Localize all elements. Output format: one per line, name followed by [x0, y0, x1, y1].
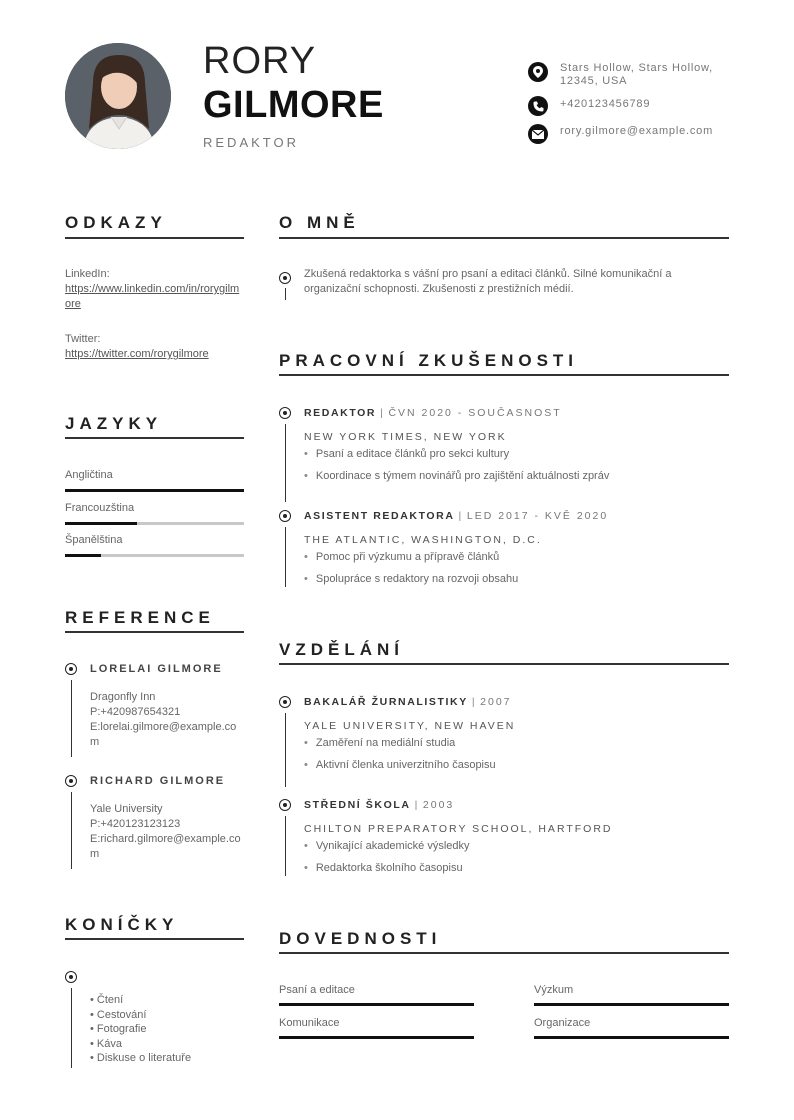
hobby-item: • Káva — [90, 1037, 122, 1050]
reference-phone: P:+420123123123 — [90, 818, 181, 830]
timeline-line — [285, 527, 286, 587]
skill-name: Organizace — [534, 1017, 591, 1029]
degree-heading: BAKALÁŘ ŽURNALISTIKY | 2007 — [304, 696, 512, 708]
reference-email: E:lorelai.gilmore@example.com — [90, 721, 237, 748]
skills-divider — [279, 952, 729, 954]
skill-name: Komunikace — [279, 1017, 340, 1029]
school-name: YALE UNIVERSITY, NEW HAVEN — [304, 720, 516, 732]
email-text: rory.gilmore@example.com — [560, 125, 714, 137]
experience-heading: PRACOVNÍ ZKUŠENOSTI — [279, 351, 579, 370]
reference-phone: P:+420987654321 — [90, 706, 181, 718]
reference-name: RICHARD GILMORE — [90, 775, 226, 787]
languages-heading: JAZYKY — [65, 414, 163, 433]
linkedin-label: LinkedIn: — [65, 268, 110, 280]
language-item — [65, 502, 244, 525]
skill-level-bar — [279, 1003, 474, 1006]
timeline-dot — [279, 272, 291, 284]
about-heading: O MNĚ — [279, 213, 360, 232]
twitter-link[interactable]: https://twitter.com/rorygilmore — [65, 348, 209, 360]
timeline-line — [285, 424, 286, 502]
first-name: RORY — [203, 40, 317, 82]
hobby-item: • Čtení — [90, 994, 124, 1006]
school-name: CHILTON PREPARATORY SCHOOL, HARTFORD — [304, 823, 613, 835]
education-bullet: • Aktivní členka univerzitního časopisu — [304, 759, 496, 771]
skills-heading: DOVEDNOSTI — [279, 929, 442, 948]
skill-level-bar — [534, 1036, 729, 1039]
timeline-dot — [65, 663, 77, 675]
skill-level-bar — [534, 1003, 729, 1006]
timeline-dot — [279, 407, 291, 419]
location-pin-icon — [528, 62, 548, 82]
job-bullet: • Pomoc při výzkumu a přípravě článků — [304, 551, 500, 563]
timeline-line — [71, 792, 72, 869]
phone-icon — [528, 96, 548, 116]
twitter-label: Twitter: — [65, 333, 101, 345]
phone-text: +420123456789 — [560, 98, 651, 110]
timeline-dot — [65, 775, 77, 787]
job-title: REDAKTOR — [203, 135, 299, 150]
degree-heading: STŘEDNÍ ŠKOLA | 2003 — [304, 799, 455, 811]
timeline-line — [71, 680, 72, 757]
degree-name: BAKALÁŘ ŽURNALISTIKY — [304, 696, 468, 708]
skill-level-bar — [279, 1036, 474, 1039]
skill-name: Psaní a editace — [279, 984, 355, 996]
timeline-dot — [65, 971, 77, 983]
job-bullet: • Psaní a editace článků pro sekci kultury — [304, 448, 510, 460]
job-heading: REDAKTOR | ČVN 2020 - SOUČASNOST — [304, 407, 562, 419]
about-divider — [279, 237, 729, 239]
contact-email — [528, 124, 730, 144]
language-level-bar — [65, 489, 244, 492]
degree-year: 2007 — [480, 696, 512, 708]
hobby-item: • Fotografie — [90, 1023, 147, 1035]
degree-name: STŘEDNÍ ŠKOLA — [304, 799, 411, 811]
language-name: Španělština — [65, 534, 123, 546]
timeline-line — [285, 288, 286, 300]
references-heading: REFERENCE — [65, 608, 215, 627]
timeline-dot — [279, 696, 291, 708]
hobby-item: • Diskuse o literatuře — [90, 1052, 192, 1064]
timeline-line — [71, 988, 72, 1068]
languages-divider — [65, 437, 244, 439]
job-role: ASISTENT REDAKTORA — [304, 510, 455, 522]
job-role: REDAKTOR — [304, 407, 377, 419]
hobbies-divider — [65, 938, 244, 940]
skill-item — [534, 984, 729, 1006]
language-level-bar — [65, 522, 244, 525]
contact-address — [528, 62, 730, 88]
education-heading: VZDĚLÁNÍ — [279, 640, 404, 659]
links-heading: ODKAZY — [65, 213, 167, 232]
education-bullet: • Vynikající akademické výsledky — [304, 840, 470, 852]
job-bullet: • Koordinace s týmem novinářů pro zajištění aktuálnosti zpráv — [304, 470, 610, 482]
hobbies-heading: KONÍČKY — [65, 915, 179, 934]
timeline-line — [285, 713, 286, 787]
reference-email: E:richard.gilmore@example.com — [90, 833, 241, 860]
language-item — [65, 534, 244, 557]
linkedin-block — [65, 267, 244, 312]
language-level-bar — [65, 554, 244, 557]
linkedin-link[interactable]: https://www.linkedin.com/in/rorygilmore — [65, 283, 240, 310]
language-level-fill — [65, 554, 101, 557]
reference-details — [90, 690, 245, 750]
job-company: NEW YORK TIMES, NEW YORK — [304, 431, 507, 443]
language-name: Angličtina — [65, 469, 113, 481]
timeline-dot — [279, 510, 291, 522]
experience-divider — [279, 374, 729, 376]
reference-name: LORELAI GILMORE — [90, 663, 223, 675]
language-level-fill — [65, 522, 137, 525]
twitter-block — [65, 332, 244, 362]
hobby-item: • Cestování — [90, 1008, 147, 1021]
education-divider — [279, 663, 729, 665]
references-divider — [65, 631, 244, 633]
job-date: LED 2017 - KVĚ 2020 — [466, 510, 609, 522]
envelope-icon — [528, 124, 548, 144]
education-bullet: • Zaměření na mediální studia — [304, 737, 456, 749]
timeline-dot — [279, 799, 291, 811]
reference-details — [90, 802, 245, 862]
skill-name: Výzkum — [534, 984, 574, 996]
language-level-fill — [65, 489, 244, 492]
reference-org: Dragonfly Inn — [90, 691, 156, 703]
language-item — [65, 469, 244, 492]
last-name: GILMORE — [203, 84, 384, 126]
address-text: Stars Hollow, Stars Hollow, 12345, USA — [560, 62, 714, 87]
contact-phone — [528, 96, 730, 116]
job-heading: ASISTENT REDAKTORA | LED 2017 - KVĚ 2020 — [304, 510, 609, 522]
reference-org: Yale University — [90, 803, 163, 815]
language-name: Francouzština — [65, 502, 135, 514]
skill-item — [279, 984, 474, 1006]
links-divider — [65, 237, 244, 239]
degree-year: 2003 — [422, 799, 455, 811]
job-date: ČVN 2020 - SOUČASNOST — [388, 407, 562, 419]
job-bullet: • Spolupráce s redaktory na rozvoji obsahu — [304, 573, 519, 585]
timeline-line — [285, 816, 286, 876]
about-text: Zkušená redaktorka s vášní pro psaní a editaci článků. Silné komunikační a organizační schopnosti. Zkušenosti z prestižních médií. — [304, 268, 672, 295]
education-bullet: • Redaktorka školního časopisu — [304, 862, 463, 874]
skill-item — [534, 1017, 729, 1039]
profile-photo — [65, 43, 171, 149]
job-company: THE ATLANTIC, WASHINGTON, D.C. — [304, 534, 542, 546]
skill-item — [279, 1017, 474, 1039]
hobbies-list — [90, 993, 191, 1066]
